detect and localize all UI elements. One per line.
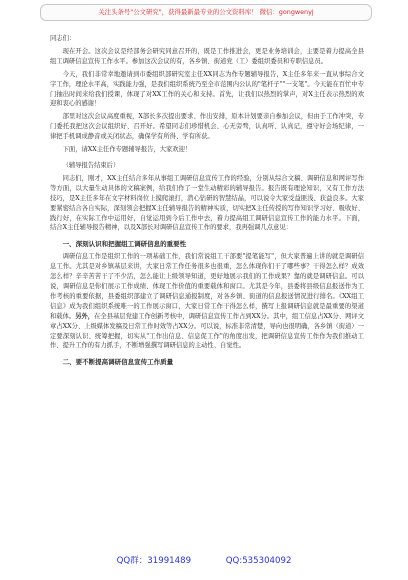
qq-number-label: QQ:535304092 — [225, 556, 292, 566]
paragraph-importance-part2: 在全县基层党建工作创新考核中，调研信息宣传工作占到XX分。其中，组工信息占XX分、网评文章占XX分、上级媒体发稿及日常工作时效等占XX分。可以说，标准非常清楚，导向也很明确，各乡镇（街道）一定要深刻认识、统筹把握，切实从"工作出信息、信息促工作"的角度出发，把调研信息宣传工作作为我们推动工作、提升工作的有力抓手，不断增强撰写调研信息的主动性、自觉性。 — [50, 312, 364, 350]
paragraph-invite-speaker: 下面，请XX主任作专题辅导报告，大家欢迎！ — [62, 146, 192, 154]
paragraph-importance — [50, 252, 364, 351]
paragraph-importance-part1: 调研信息工作是组织工作的一项基础工作，我们常说组工干部要"提笔能写"，但大家普遍上讲的就是调研信息工作。尤其是对乡镇基层来讲，大家日常工作任务很多也很重，怎么体现你们干了哪些事？干得怎么样？成效怎么样？辛辛苦苦干了不少活，怎么能让上级领导知道，更好地展示我们的工作成果？靠的就是调研信息。可以说，调研信息是你们展示工作成绩、体现工作价值的重要载体和窗口。尤其是今年，县委将县级信息报送作为工作考核的重要依据，县委组织部建立了调研信息通报制度，对各乡镇、街道的信息报送情况进行排名。《XX组工信息》成为我们组织系统唯一的工作展示窗口，大家日常工作干得怎么样，撰写上报调研信息就是最重要的渠道和载体。 — [50, 253, 364, 320]
contact-footer — [0, 553, 408, 569]
heading-two: 二、要不断提高调研信息宣传工作质量 — [62, 358, 174, 367]
qq-group-label: QQ群：31991489 — [116, 556, 192, 566]
paragraph-meeting-requirements: 部里对这次会议高度重视，X部长多次提出要求、作出安排，原本计划要亲自参加会议，但由于工作冲突，专门委托我把这次会议组织好、召开好。希望同志们珍惜机会、心无旁骛，认真听、认真记，遵守好会场纪律，一律把手机调成静音或关闭状态，确保学有所得、学有所获。 — [50, 113, 364, 141]
paragraph-speaker-intro: 今天，我们非常幸地邀请到市委组织部研究室主任XX同志为作专题辅导报告，X主任多年来一直从事综合文字工作，理论水平高，实践能力强，是我们组织系统乃至全市范围内公认的"笔杆子""一支笔"。今天能在百忙中专门抽出时间来给我们授课，体现了对XX工作的关心和支持。首先，让我们以热烈的掌声，对X主任表示热烈的欢迎和衷心的感谢！ — [50, 70, 364, 108]
paragraph-summary: 同志们，刚才，XX主任结合多年从事组工调研信息宣传工作的经验，分别从综合文稿、调研信息和网评写作等方面，以大量生动具体的文稿案例，给我们作了一堂生动精彩的辅导报告。报告既有理论知识，又有工作方法技巧，是X主任多年在文字材料岗位上摸爬滚打，潜心钻研的智慧结晶，可以说令大家受益匪浅、获益良多。大家要紧密结合各自实际，深刻领会把握X主任辅导报告的精神实质，切实把X主任传授的写作知识学习好、吸收好、践行好，在实际工作中运用好，自觉运用到今后工作中去，着力提高组工调研信息宣传工作的能力水平。下面，结合X主任辅导报告精神，以及X部长对调研信息宣传工作的要求，我再强调几点意见： — [50, 174, 364, 232]
heading-one: 一、深刻认识和把握组工调研信息的重要性 — [62, 240, 187, 249]
greeting: 同志们： — [50, 35, 76, 42]
promo-banner: 关注头条号"公文研究"，获得最新最专业的公文资料库！ 微信：gongwenyj — [40, 4, 372, 21]
document-body — [50, 34, 364, 546]
paragraph-opening: 现在开会。这次会议是经部务会研究同意召开的，既是工作推进会，更是业务培训会，主要是着力提高全县组工调研信息宣传工作水平。参加这次会议的有，各乡镇、街道党（工）委组织委员和专职信息员。 — [50, 47, 364, 65]
emphasis-word: 另外， — [75, 312, 95, 320]
section-label: （辅导报告结束后） — [62, 161, 120, 169]
